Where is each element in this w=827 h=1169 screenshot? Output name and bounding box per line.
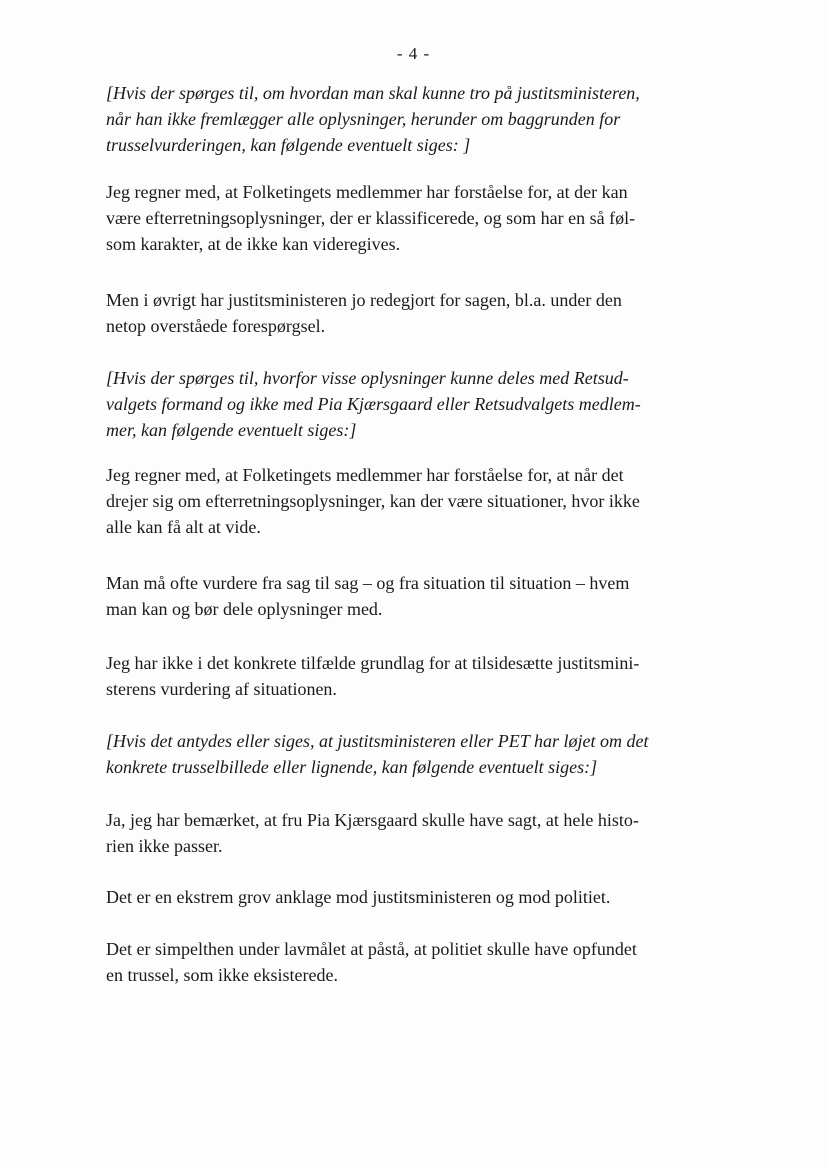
body-paragraph-3: Jeg regner med, at Folketingets medlemmer har forståelse for, at når det drejer sig om efterretningsoplysninger, kan der være situationer, hvor ikke alle kan få alt at vide. <box>106 465 640 537</box>
instruction-paragraph-3: [Hvis det antydes eller siges, at justitsministeren eller PET har løjet om det konkrete trusselbillede eller lignende, kan følgende eventuelt siges:] <box>106 731 649 777</box>
body-paragraph-5: Jeg har ikke i det konkrete tilfælde grundlag for at tilsidesætte justitsmini- sterens vurdering af situationen. <box>106 653 640 699</box>
body-paragraph-1: Jeg regner med, at Folketingets medlemmer har forståelse for, at der kan være efterretningsoplysninger, der er klassificerede, og som har en så føl- som karakter, at de ikke kan videregives. <box>106 182 636 254</box>
body-paragraph-6: Ja, jeg har bemærket, at fru Pia Kjærsgaard skulle have sagt, at hele histo- rien ikke passer. <box>106 810 639 856</box>
instruction-paragraph-2: [Hvis der spørges til, hvorfor visse oplysninger kunne deles med Retsud- valgets formand og ikke med Pia Kjærsgaard eller Retsudvalgets medlem- mer, kan følgende eventuelt siges:] <box>106 368 641 440</box>
body-paragraph-2: Men i øvrigt har justitsministeren jo redegjort for sagen, bl.a. under den netop overståede forespørgsel. <box>106 290 622 336</box>
instruction-paragraph-1: [Hvis der spørges til, om hvordan man skal kunne tro på justitsministeren, når han ikke fremlægger alle oplysninger, herunder om baggrunden for trusselvurderingen, kan følgende eventuelt siges: ] <box>106 83 640 155</box>
body-paragraph-8: Det er simpelthen under lavmålet at påstå, at politiet skulle have opfundet en trussel, som ikke eksisterede. <box>106 939 637 985</box>
page-number: - 4 - <box>396 44 431 63</box>
body-paragraph-7: Det er en ekstrem grov anklage mod justitsministeren og mod politiet. <box>106 887 611 907</box>
body-paragraph-4: Man må ofte vurdere fra sag til sag – og fra situation til situation – hvem man kan og bør dele oplysninger med. <box>106 573 630 619</box>
